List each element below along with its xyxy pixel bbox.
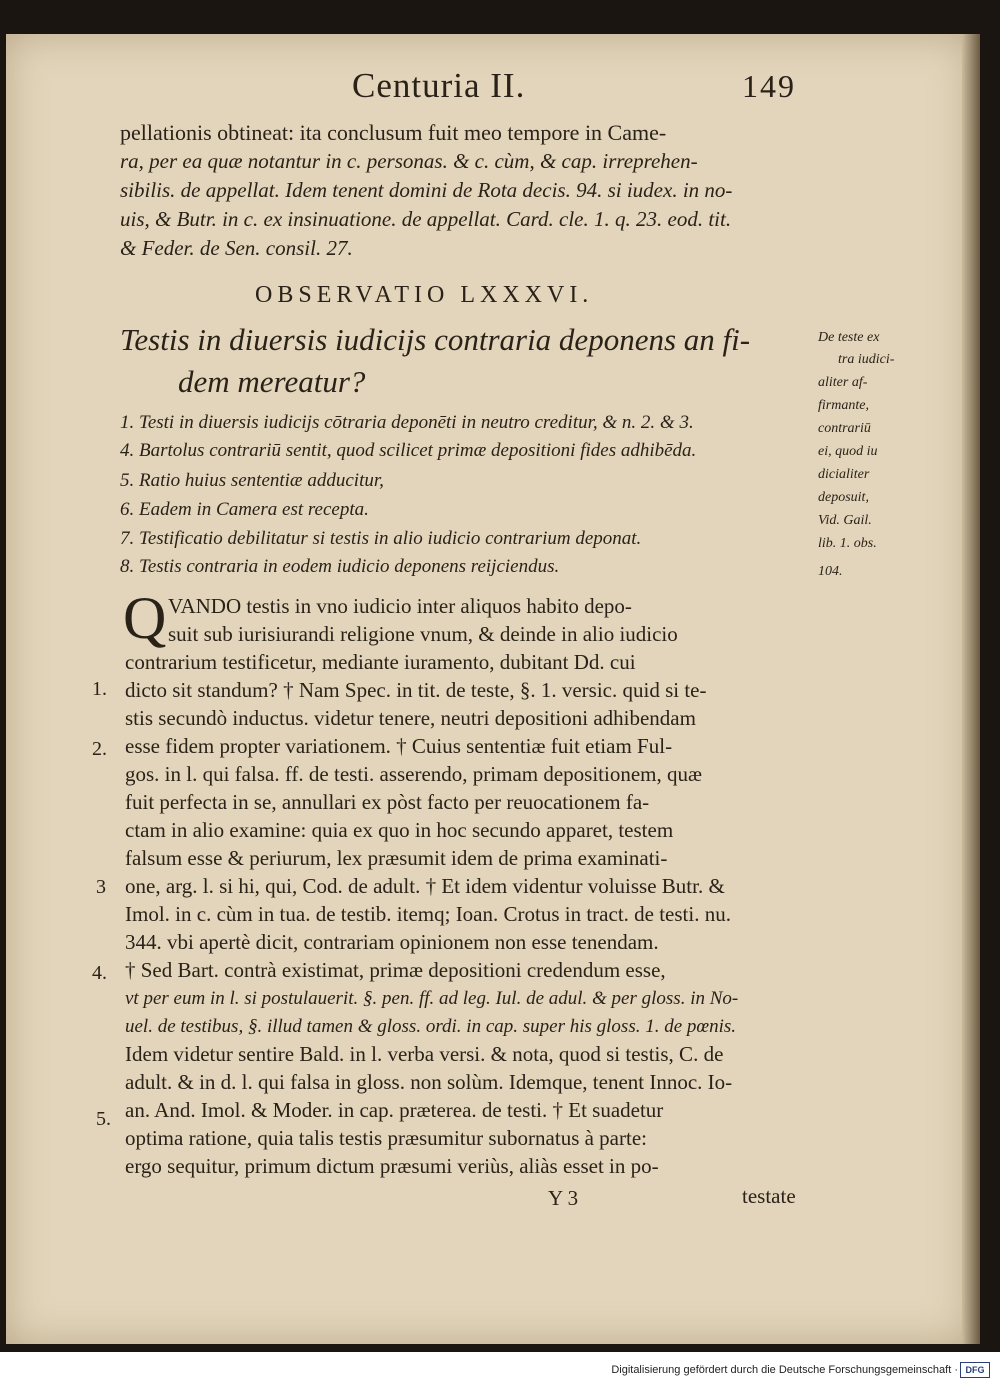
margin-note-line: De teste ex — [818, 330, 880, 345]
margin-number: 5. — [96, 1108, 111, 1130]
page-edge — [962, 34, 980, 1344]
dfg-credit: Digitalisierung gefördert durch die Deutsche Forschungsgemeinschaft · — [611, 1364, 958, 1376]
margin-note-line: aliter af- — [818, 375, 868, 390]
body-line: Imol. in c. cùm in tua. de testib. itemq; Ioan. Crotus in tract. de testi. nu. — [125, 902, 731, 926]
margin-note-line: firmante, — [818, 398, 869, 413]
body-line: gos. in l. qui falsa. ff. de testi. asserendo, primam depositionem, quæ — [125, 762, 703, 786]
top-text-line: sibilis. de appellat. Idem tenent domini de Rota decis. 94. si iudex. in no- — [120, 178, 733, 202]
margin-note-line: deposuit, — [818, 490, 869, 505]
observatio-title: OBSERVATIO LXXXVI. — [255, 282, 594, 308]
body-line: VANDO testis in vno iudicio inter aliquos habito depo- — [168, 594, 632, 618]
margin-number: 3 — [96, 876, 106, 898]
running-head: Centuria II. — [352, 66, 526, 105]
signature-mark: Y 3 — [548, 1186, 579, 1210]
observatio-subtitle: Testis in diuersis iudicijs contraria deponens an fi- — [120, 322, 751, 357]
margin-number: 4. — [92, 962, 107, 984]
body-line: uel. de testibus, §. illud tamen & gloss. ordi. in cap. super his gloss. 1. de pœnis. — [125, 1016, 736, 1037]
body-line: one, arg. l. si hi, qui, Cod. de adult. † Et idem videntur voluisse Butr. & — [125, 874, 725, 898]
drop-cap: Q — [123, 585, 167, 651]
margin-note-line: ei, quod iu — [818, 444, 878, 459]
top-text-line: ra, per ea quæ notantur in c. personas. & c. cùm, & cap. irreprehen- — [120, 149, 698, 173]
body-line: esse fidem propter variationem. † Cuius sententiæ fuit etiam Ful- — [125, 734, 673, 758]
body-line: falsum esse & periurum, lex præsumit idem de prima examinati- — [125, 846, 668, 870]
body-line: stis secundò inductus. videtur tenere, neutri depositioni adhibendam — [125, 706, 696, 730]
margin-note-line: 104. — [818, 564, 843, 579]
summary-item: 4. Bartolus contrariū sentit, quod scilicet primæ depositioni fides adhibēda. — [120, 440, 697, 461]
body-line: ctam in alio examine: quia ex quo in hoc secundo apparet, testem — [125, 818, 674, 842]
page-number: 149 — [742, 68, 796, 104]
margin-number: 2. — [92, 738, 107, 760]
margin-note-line: tra iudici- — [838, 352, 895, 367]
body-line: vt per eum in l. si postulauerit. §. pen. ff. ad leg. Iul. de adul. & per gloss. in No- — [125, 988, 739, 1009]
top-text-line: uis, & Butr. in c. ex insinuatione. de appellat. Card. cle. 1. q. 23. eod. tit. — [120, 207, 732, 231]
observatio-subtitle: dem mereatur? — [178, 364, 366, 399]
body-line: dicto sit standum? † Nam Spec. in tit. de teste, §. 1. versic. quid si te- — [125, 678, 707, 702]
body-line: suit sub iurisiurandi religione vnum, & deinde in alio iudicio — [168, 622, 678, 646]
summary-item: 6. Eadem in Camera est recepta. — [120, 499, 369, 520]
body-line: † Sed Bart. contrà existimat, primæ depositioni credendum esse, — [125, 958, 666, 982]
summary-item: 1. Testi in diuersis iudicijs cōtraria deponēti in neutro creditur, & n. 2. & 3. — [120, 412, 694, 433]
body-line: an. And. Imol. & Moder. in cap. præterea. de testi. † Et suadetur — [125, 1098, 664, 1122]
body-line: contrarium testificetur, mediante iuramento, dubitant Dd. cui — [125, 650, 636, 674]
margin-note-line: contrariū — [818, 421, 871, 436]
body-line: adult. & in d. l. qui falsa in gloss. non solùm. Idemque, tenent Innoc. Io- — [125, 1070, 733, 1094]
dfg-logo-icon: DFG — [960, 1362, 990, 1378]
margin-note-line: lib. 1. obs. — [818, 536, 877, 551]
margin-note-line: dicialiter — [818, 467, 870, 482]
margin-note-line: Vid. Gail. — [818, 513, 872, 528]
margin-number: 1. — [92, 678, 107, 700]
body-line: optima ratione, quia talis testis præsumitur subornatus à parte: — [125, 1126, 647, 1150]
body-line: Idem videtur sentire Bald. in l. verba versi. & nota, quod si testis, C. de — [125, 1042, 724, 1066]
body-line: fuit perfecta in se, annullari ex pòst facto per reuocationem fa- — [125, 790, 650, 814]
summary-item: 8. Testis contraria in eodem iudicio deponens reijciendus. — [120, 556, 560, 577]
summary-item: 5. Ratio huius sententiæ adducitur, — [120, 470, 384, 491]
top-text-line: & Feder. de Sen. consil. 27. — [120, 236, 353, 260]
summary-item: 7. Testificatio debilitatur si testis in alio iudicio contrarium deponat. — [120, 528, 642, 549]
body-line: ergo sequitur, primum dictum præsumi veriùs, aliàs esset in po- — [125, 1154, 659, 1178]
top-text-line: pellationis obtineat: ita conclusum fuit meo tempore in Came- — [120, 120, 667, 145]
catchword: testate — [742, 1184, 796, 1208]
body-line: 344. vbi apertè dicit, contrariam opinionem non esse tenendam. — [125, 930, 659, 954]
